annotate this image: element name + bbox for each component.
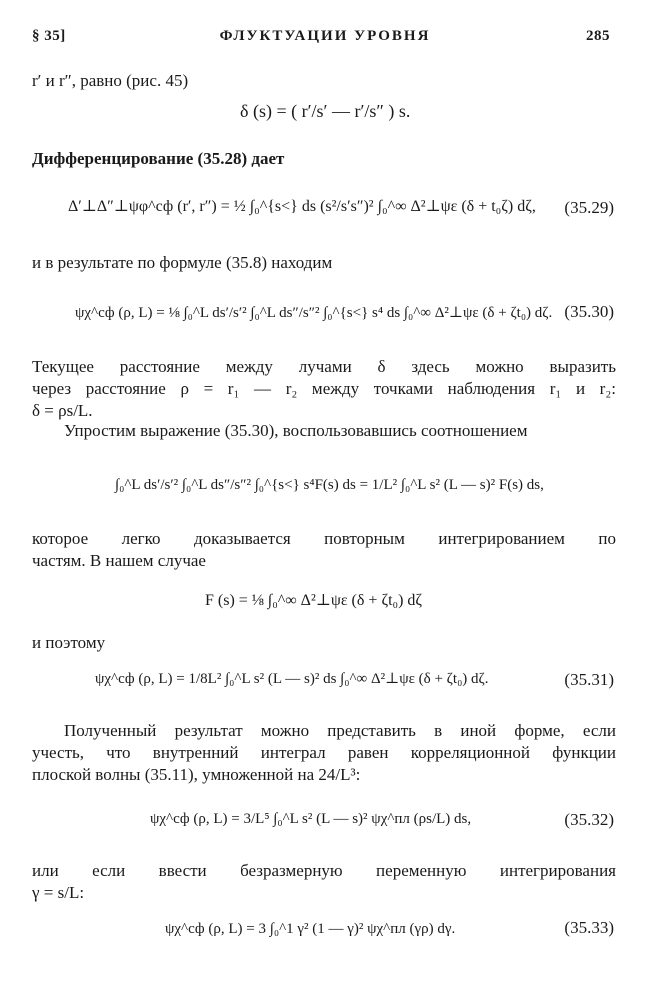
section-marker: § 35]: [32, 28, 66, 44]
equation-text: F (s) = ⅛ ∫₀^∞ Δ²⊥ψε (δ + ζt₀) dζ: [205, 592, 423, 609]
equation-text: ψχ^сф (ρ, L) = 3 ∫₀^1 γ² (1 — γ)² ψχ^пл (γρ) dγ.: [165, 921, 456, 937]
equation-number-35-29: (35.29): [564, 198, 614, 217]
paragraph-heading-line: Дифференцирование (35.28) дает: [32, 149, 285, 168]
paragraph-line: δ = ρs/L.: [32, 401, 93, 420]
paragraph-line: или если ввести безразмерную переменную интегрирования: [32, 861, 616, 880]
equation-35-29: [68, 196, 536, 218]
paragraph-line: и в результате по формуле (35.8) находим: [32, 253, 333, 272]
equation-number-35-31: (35.31): [564, 670, 614, 689]
equation-35-30: [75, 302, 552, 324]
equation-text: δ (s) = ( r′/s′ — r′/s″ ) s.: [240, 101, 411, 121]
paragraph-line: частям. В нашем случае: [32, 551, 206, 570]
equation-number-35-33: (35.33): [564, 918, 614, 937]
equation-text: ψχ^сф (ρ, L) = 3/L⁵ ∫₀^L s² (L — s)² ψχ^пл (ρs/L) ds,: [150, 811, 472, 827]
equation-text: ∫₀^L ds′/s′² ∫₀^L ds″/s″² ∫₀^{s<} s⁴F(s) ds = 1/L² ∫₀^L s² (L — s)² F(s) ds,: [115, 477, 544, 493]
equation-35-31: [95, 668, 489, 690]
equation-text: Δ′⊥Δ″⊥ψφ^сф (r′, r″) = ½ ∫₀^{s<} ds (s²/s′s″)² ∫₀^∞ Δ²⊥ψε (δ + t₀ζ) dζ,: [68, 198, 536, 215]
paragraph-line: Текущее расстояние между лучами δ здесь можно выразить: [32, 357, 616, 376]
paragraph-line: γ = s/L:: [32, 883, 85, 902]
equation-text: ψχ^сф (ρ, L) = ⅛ ∫₀^L ds′/s′² ∫₀^L ds″/s″² ∫₀^{s<} s⁴ ds ∫₀^∞ Δ²⊥ψε (δ + ζt₀) dζ.: [75, 305, 553, 321]
equation-35-32: [150, 808, 471, 830]
paragraph-line: учесть, что внутренний интеграл равен корреляционной функции: [32, 743, 616, 762]
equation-number-35-32: (35.32): [564, 810, 614, 829]
paragraph-line: через расстояние ρ = r₁ — r₂ между точками наблюдения r₁ и r₂:: [32, 379, 616, 398]
paragraph-line: которое легко доказывается повторным интегрированием по: [32, 529, 616, 548]
page-number: 285: [586, 28, 610, 44]
equation-F: [205, 590, 422, 612]
running-title: ФЛУКТУАЦИИ УРОВНЯ: [219, 28, 431, 44]
equation-text: ψχ^сф (ρ, L) = 1/8L² ∫₀^L s² (L — s)² ds ∫₀^∞ Δ²⊥ψε (δ + ζt₀) dζ.: [95, 671, 489, 687]
equation-identity: [115, 474, 544, 496]
equation-35-33: [165, 918, 455, 940]
equation-delta: [240, 100, 410, 122]
paragraph-line: Упростим выражение (35.30), воспользовавшись соотношением: [64, 421, 528, 440]
paragraph-line: плоской волны (35.11), умноженной на 24/L³:: [32, 765, 361, 784]
paragraph-line: и поэтому: [32, 633, 106, 652]
equation-number-35-30: (35.30): [564, 302, 614, 321]
paragraph-line: r′ и r″, равно (рис. 45): [32, 71, 189, 90]
paragraph-line: Полученный результат можно представить в иной форме, если: [64, 721, 616, 740]
